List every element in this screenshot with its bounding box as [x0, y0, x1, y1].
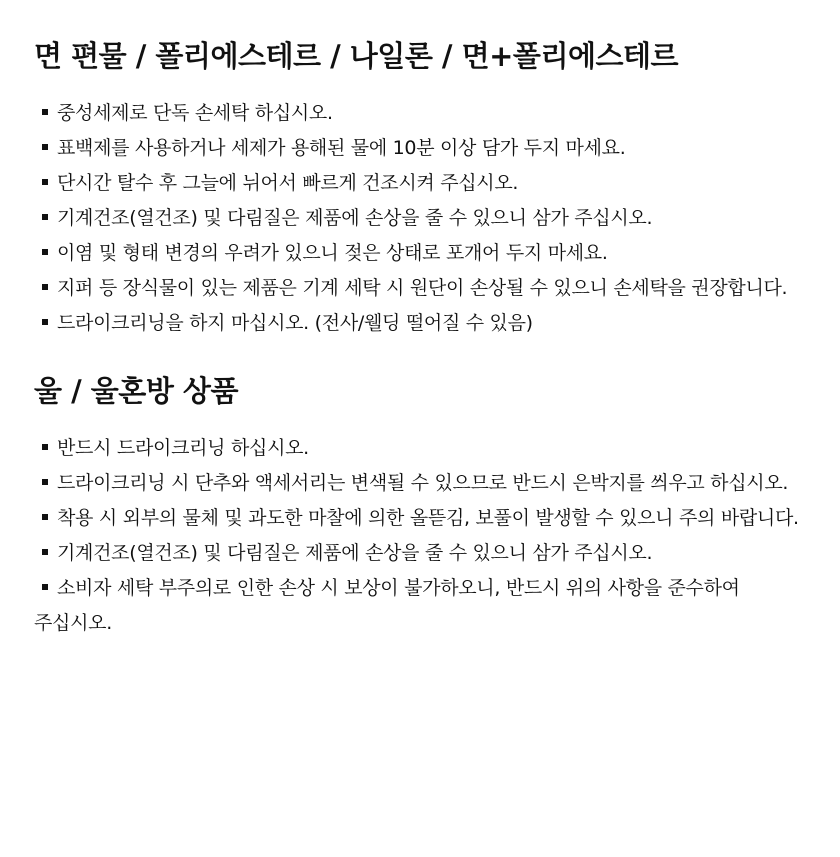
bullet-icon — [42, 109, 48, 115]
bullet-icon — [42, 144, 48, 150]
list-item — [34, 431, 810, 466]
bullet-icon — [42, 179, 48, 185]
item-text: 드라이크리닝 시 단추와 액세서리는 변색될 수 있으므로 반드시 은박지를 씌우고 하십시오. — [57, 472, 789, 494]
list-item — [34, 96, 810, 131]
item-text: 이염 및 형태 변경의 우려가 있으니 젖은 상태로 포개어 두지 마세요. — [57, 242, 608, 264]
item-text: 지퍼 등 장식물이 있는 제품은 기계 세탁 시 원단이 손상될 수 있으니 손세탁을 권장합니다. — [57, 277, 788, 299]
care-list — [34, 96, 810, 341]
item-text: 드라이크리닝을 하지 마십시오. (전사/웰딩 떨어질 수 있음) — [57, 312, 533, 334]
bullet-icon — [42, 284, 48, 290]
section-title: 면 편물 / 폴리에스테르 / 나일론 / 면+폴리에스테르 — [34, 39, 679, 73]
list-item — [34, 501, 810, 536]
bullet-icon — [42, 214, 48, 220]
bullet-icon — [42, 549, 48, 555]
item-text: 기계건조(열건조) 및 다림질은 제품에 손상을 줄 수 있으니 삼가 주십시오. — [57, 542, 653, 564]
bullet-icon — [42, 319, 48, 325]
item-text: 반드시 드라이크리닝 하십시오. — [57, 437, 309, 459]
cotton-poly-nylon-section — [34, 38, 810, 341]
list-item — [34, 571, 810, 641]
bullet-icon — [42, 514, 48, 520]
list-item — [34, 166, 810, 201]
list-item — [34, 536, 810, 571]
list-item — [34, 306, 810, 341]
item-text: 소비자 세탁 부주의로 인한 손상 시 보상이 불가하오니, 반드시 위의 사항을 준수하여 주십시오. — [34, 577, 740, 634]
item-text: 중성세제로 단독 손세탁 하십시오. — [57, 102, 333, 124]
care-list — [34, 431, 810, 641]
list-item — [34, 236, 810, 271]
item-text: 기계건조(열건조) 및 다림질은 제품에 손상을 줄 수 있으니 삼가 주십시오. — [57, 207, 653, 229]
section-title: 울 / 울혼방 상품 — [34, 374, 238, 408]
bullet-icon — [42, 479, 48, 485]
wool-section — [34, 373, 810, 641]
list-item — [34, 466, 810, 501]
list-item — [34, 271, 810, 306]
bullet-icon — [42, 444, 48, 450]
item-text: 단시간 탈수 후 그늘에 뉘어서 빠르게 건조시켜 주십시오. — [57, 172, 519, 194]
bullet-icon — [42, 584, 48, 590]
list-item — [34, 201, 810, 236]
item-text: 표백제를 사용하거나 세제가 용해된 물에 10분 이상 담가 두지 마세요. — [57, 137, 626, 159]
bullet-icon — [42, 249, 48, 255]
list-item — [34, 131, 810, 166]
item-text: 착용 시 외부의 물체 및 과도한 마찰에 의한 올뜯김, 보풀이 발생할 수 있으니 주의 바랍니다. — [57, 507, 799, 529]
